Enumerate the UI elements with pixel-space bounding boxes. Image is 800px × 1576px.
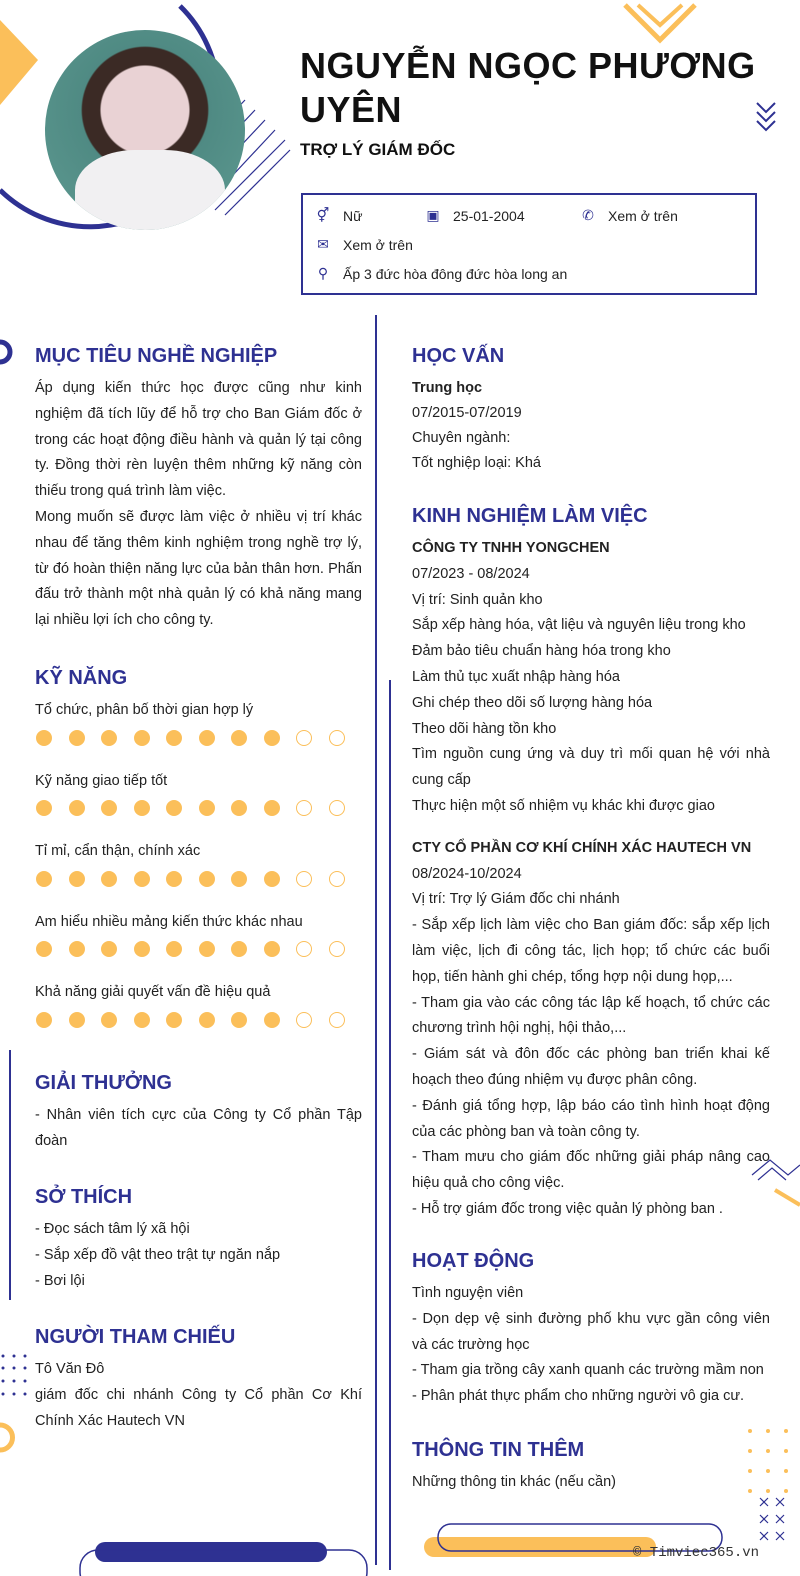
rating-dot: [101, 941, 117, 957]
section-heading: MỤC TIÊU NGHỀ NGHIỆP: [35, 345, 278, 367]
rating-dot: [166, 800, 182, 816]
objective-section: [35, 342, 362, 634]
column-divider: [375, 315, 377, 1565]
rating-dot: [69, 730, 85, 746]
gender-value: Nữ: [343, 207, 363, 224]
rating-dot: [36, 871, 52, 887]
award-item: - Nhân viên tích cực của Công ty Cổ phần Tập đoàn: [35, 1107, 362, 1149]
rating-dot: [296, 1012, 312, 1028]
section-heading: HOẠT ĐỘNG: [412, 1250, 535, 1272]
skill-name: Am hiểu nhiều mảng kiến thức khác nhau: [35, 913, 303, 930]
rating-dot: [264, 1012, 280, 1028]
candidate-name: NGUYỄN NGỌC PHƯƠNG UYÊN: [300, 45, 756, 130]
rating-dot: [199, 871, 215, 887]
avatar-photo: [45, 30, 245, 230]
rating-dot: [36, 730, 52, 746]
activity-line: Tình nguyện viên: [412, 1285, 524, 1301]
skill-name: Tổ chức, phân bố thời gian hợp lý: [35, 702, 254, 718]
rating-dot: [231, 941, 247, 957]
rating-dot: [134, 800, 150, 816]
job-duty: Tìm nguồn cung ứng và duy trì mối quan hệ với nhà cung cấp: [412, 746, 770, 789]
job-duty: - Tham gia vào các công tác lập kế hoạch, tổ chức các chương trình hội nghị, hội thảo,...: [412, 994, 770, 1037]
activity-line: - Phân phát thực phẩm cho những người vô gia cư.: [412, 1388, 745, 1405]
job-duty: - Tham mưu cho giám đốc những giải pháp nâng cao hiệu quả cho công việc.: [412, 1149, 770, 1192]
job-duty: Ghi chép theo dõi số lượng hàng hóa: [412, 694, 653, 711]
rating-dot: [166, 871, 182, 887]
rating-dot: [329, 730, 345, 746]
skill-item: [35, 698, 362, 769]
rating-dot: [69, 1012, 85, 1028]
company-name: CTY CỔ PHẦN CƠ KHÍ CHÍNH XÁC HAUTECH VN: [412, 839, 752, 856]
company-name: CÔNG TY TNHH YONGCHEN: [412, 540, 610, 556]
education-major: Chuyên ngành:: [412, 430, 511, 446]
rating-dot: [264, 871, 280, 887]
education-period: 07/2015-07/2019: [412, 405, 522, 421]
reference-detail: giám đốc chi nhánh Công ty Cổ phần Cơ Khí Chính Xác Hautech VN: [35, 1386, 362, 1429]
rating-dot: [69, 941, 85, 957]
rating-dot: [231, 871, 247, 887]
objective-paragraph: Áp dụng kiến thức học được cũng như kinh nghiệm đã tích lũy để hỗ trợ cho Ban Giám đốc ở trong các hoạt động điều hành và quản lý tại công ty. Đồng thời rèn luyện thêm những kỹ năng còn thiếu trong quá trình làm việc.: [35, 380, 362, 500]
skills-section: [35, 664, 362, 1051]
activities-section: [412, 1247, 770, 1410]
job-period: 08/2024-10/2024: [412, 865, 522, 882]
activity-line: - Tham gia trồng cây xanh quanh các trường mầm non: [412, 1362, 764, 1379]
contact-info-box: [301, 193, 757, 295]
gender-icon: ⚥: [316, 207, 330, 223]
rating-dot: [69, 871, 85, 887]
location-pin-icon: ⚲: [317, 265, 329, 281]
section-heading: NGƯỜI THAM CHIẾU: [35, 1326, 236, 1348]
rating-dot: [199, 730, 215, 746]
experience-section: [412, 502, 770, 1223]
skill-item: [35, 910, 362, 981]
rating-dot: [296, 800, 312, 816]
rating-dot: [36, 800, 52, 816]
rating-dot: [329, 941, 345, 957]
rating-dot: [199, 941, 215, 957]
job-duty: Thực hiện một số nhiệm vụ khác khi được giao: [412, 797, 715, 814]
job-duty: Vị trí: Sinh quản kho: [412, 591, 543, 608]
section-heading: SỞ THÍCH: [35, 1186, 133, 1208]
skill-rating: [35, 941, 362, 957]
rating-dot: [264, 941, 280, 957]
job-period: 07/2023 - 08/2024: [412, 565, 530, 582]
rating-dot: [166, 1012, 182, 1028]
skill-rating: [35, 800, 362, 816]
hobby-item: - Đọc sách tâm lý xã hội: [35, 1221, 190, 1237]
skill-rating: [35, 730, 362, 746]
skill-item: [35, 769, 362, 840]
job-entry: [412, 536, 770, 820]
rating-dot: [296, 730, 312, 746]
skill-item: [35, 839, 362, 910]
skill-item: [35, 980, 362, 1051]
watermark: © Timviec365.vn: [633, 1545, 760, 1561]
rating-dot: [199, 800, 215, 816]
job-duty: - Hỗ trợ giám đốc trong việc quản lý phòng ban .: [412, 1200, 723, 1217]
rating-dot: [264, 730, 280, 746]
calendar-icon: ▣: [426, 207, 440, 223]
address-value: Ấp 3 đức hòa đông đức hòa long an: [343, 265, 568, 282]
rating-dot: [166, 730, 182, 746]
email-value: Xem ở trên: [343, 236, 413, 253]
rating-dot: [231, 800, 247, 816]
rating-dot: [166, 941, 182, 957]
rating-dot: [199, 1012, 215, 1028]
rating-dot: [101, 800, 117, 816]
hobby-item: - Sắp xếp đồ vật theo trật tự ngăn nắp: [35, 1246, 281, 1263]
rating-dot: [134, 941, 150, 957]
rating-dot: [69, 800, 85, 816]
section-heading: HỌC VẤN: [412, 345, 505, 367]
section-heading: GIẢI THƯỞNG: [35, 1072, 172, 1094]
rating-dot: [36, 1012, 52, 1028]
rating-dot: [231, 730, 247, 746]
rating-dot: [329, 800, 345, 816]
rating-dot: [134, 730, 150, 746]
rating-dot: [329, 1012, 345, 1028]
references-section: [35, 1323, 362, 1434]
rating-dot: [101, 730, 117, 746]
education-section: [412, 342, 770, 476]
job-duty: - Sắp xếp lịch làm việc cho Ban giám đốc: sắp xếp lịch làm việc, lịch đi công tác, lịch họp; tổ chức các buổi họp, tiến hành ghi chép, tổng hợp nội dung họp,...: [412, 917, 770, 985]
school-name: Trung học: [412, 380, 483, 396]
job-entry: [412, 836, 770, 1223]
activity-line: - Dọn dẹp vệ sinh đường phố khu vực gần công viên và các trường học: [412, 1310, 770, 1353]
job-duty: Làm thủ tục xuất nhập hàng hóa: [412, 668, 620, 685]
rating-dot: [296, 871, 312, 887]
phone-icon: ✆: [582, 207, 594, 223]
skill-rating: [35, 871, 362, 887]
hobbies-section: [35, 1183, 362, 1294]
email-icon: ✉: [317, 236, 329, 252]
objective-paragraph: Mong muốn sẽ được làm việc ở nhiều vị trí khác nhau để tăng thêm kinh nghiệm trong nghề trợ lý, từ đó hoàn thiện năng lực của bản thân hơn. Phấn đấu trở thành một nhà quản lý có khả năng mang lại nhiều lợi ích cho công ty.: [35, 508, 362, 629]
rating-dot: [101, 871, 117, 887]
job-duty: - Đánh giá tổng hợp, lập báo cáo tình hình hoạt động của các phòng ban và toàn công ty.: [412, 1097, 770, 1140]
job-duty: Theo dõi hàng tồn kho: [412, 720, 557, 737]
rating-dot: [329, 871, 345, 887]
job-title: TRỢ LÝ GIÁM ĐỐC: [300, 140, 456, 159]
rating-dot: [264, 800, 280, 816]
skill-rating: [35, 1012, 362, 1028]
job-duty: Vị trí: Trợ lý Giám đốc chi nhánh: [412, 891, 620, 908]
job-duty: - Giám sát và đôn đốc các phòng ban triển khai kế hoạch theo đúng nhiệm vụ được phân công.: [412, 1046, 770, 1088]
hobby-item: - Bơi lội: [35, 1272, 85, 1289]
rating-dot: [296, 941, 312, 957]
rating-dot: [231, 1012, 247, 1028]
skill-name: Tỉ mỉ, cẩn thận, chính xác: [35, 843, 201, 859]
reference-name: Tô Văn Đô: [35, 1361, 105, 1377]
skill-name: Kỹ năng giao tiếp tốt: [35, 772, 168, 789]
rating-dot: [101, 1012, 117, 1028]
birthday-value: 25-01-2004: [453, 207, 525, 224]
rating-dot: [36, 941, 52, 957]
job-duty: Đảm bảo tiêu chuẩn hàng hóa trong kho: [412, 643, 671, 660]
phone-value: Xem ở trên: [608, 207, 678, 224]
section-heading: THÔNG TIN THÊM: [412, 1439, 585, 1461]
awards-section: [35, 1069, 362, 1155]
rating-dot: [134, 1012, 150, 1028]
skill-name: Khả năng giải quyết vấn đề hiệu quả: [35, 984, 271, 1000]
section-heading: KỸ NĂNG: [35, 667, 128, 689]
extra-info-text: Những thông tin khác (nếu cần): [412, 1474, 616, 1490]
education-grade: Tốt nghiệp loại: Khá: [412, 455, 541, 471]
section-heading: KINH NGHIỆM LÀM VIỆC: [412, 505, 648, 527]
rating-dot: [134, 871, 150, 887]
extra-info-section: [412, 1436, 770, 1496]
job-duty: Sắp xếp hàng hóa, vật liệu và nguyên liệu trong kho: [412, 617, 746, 634]
